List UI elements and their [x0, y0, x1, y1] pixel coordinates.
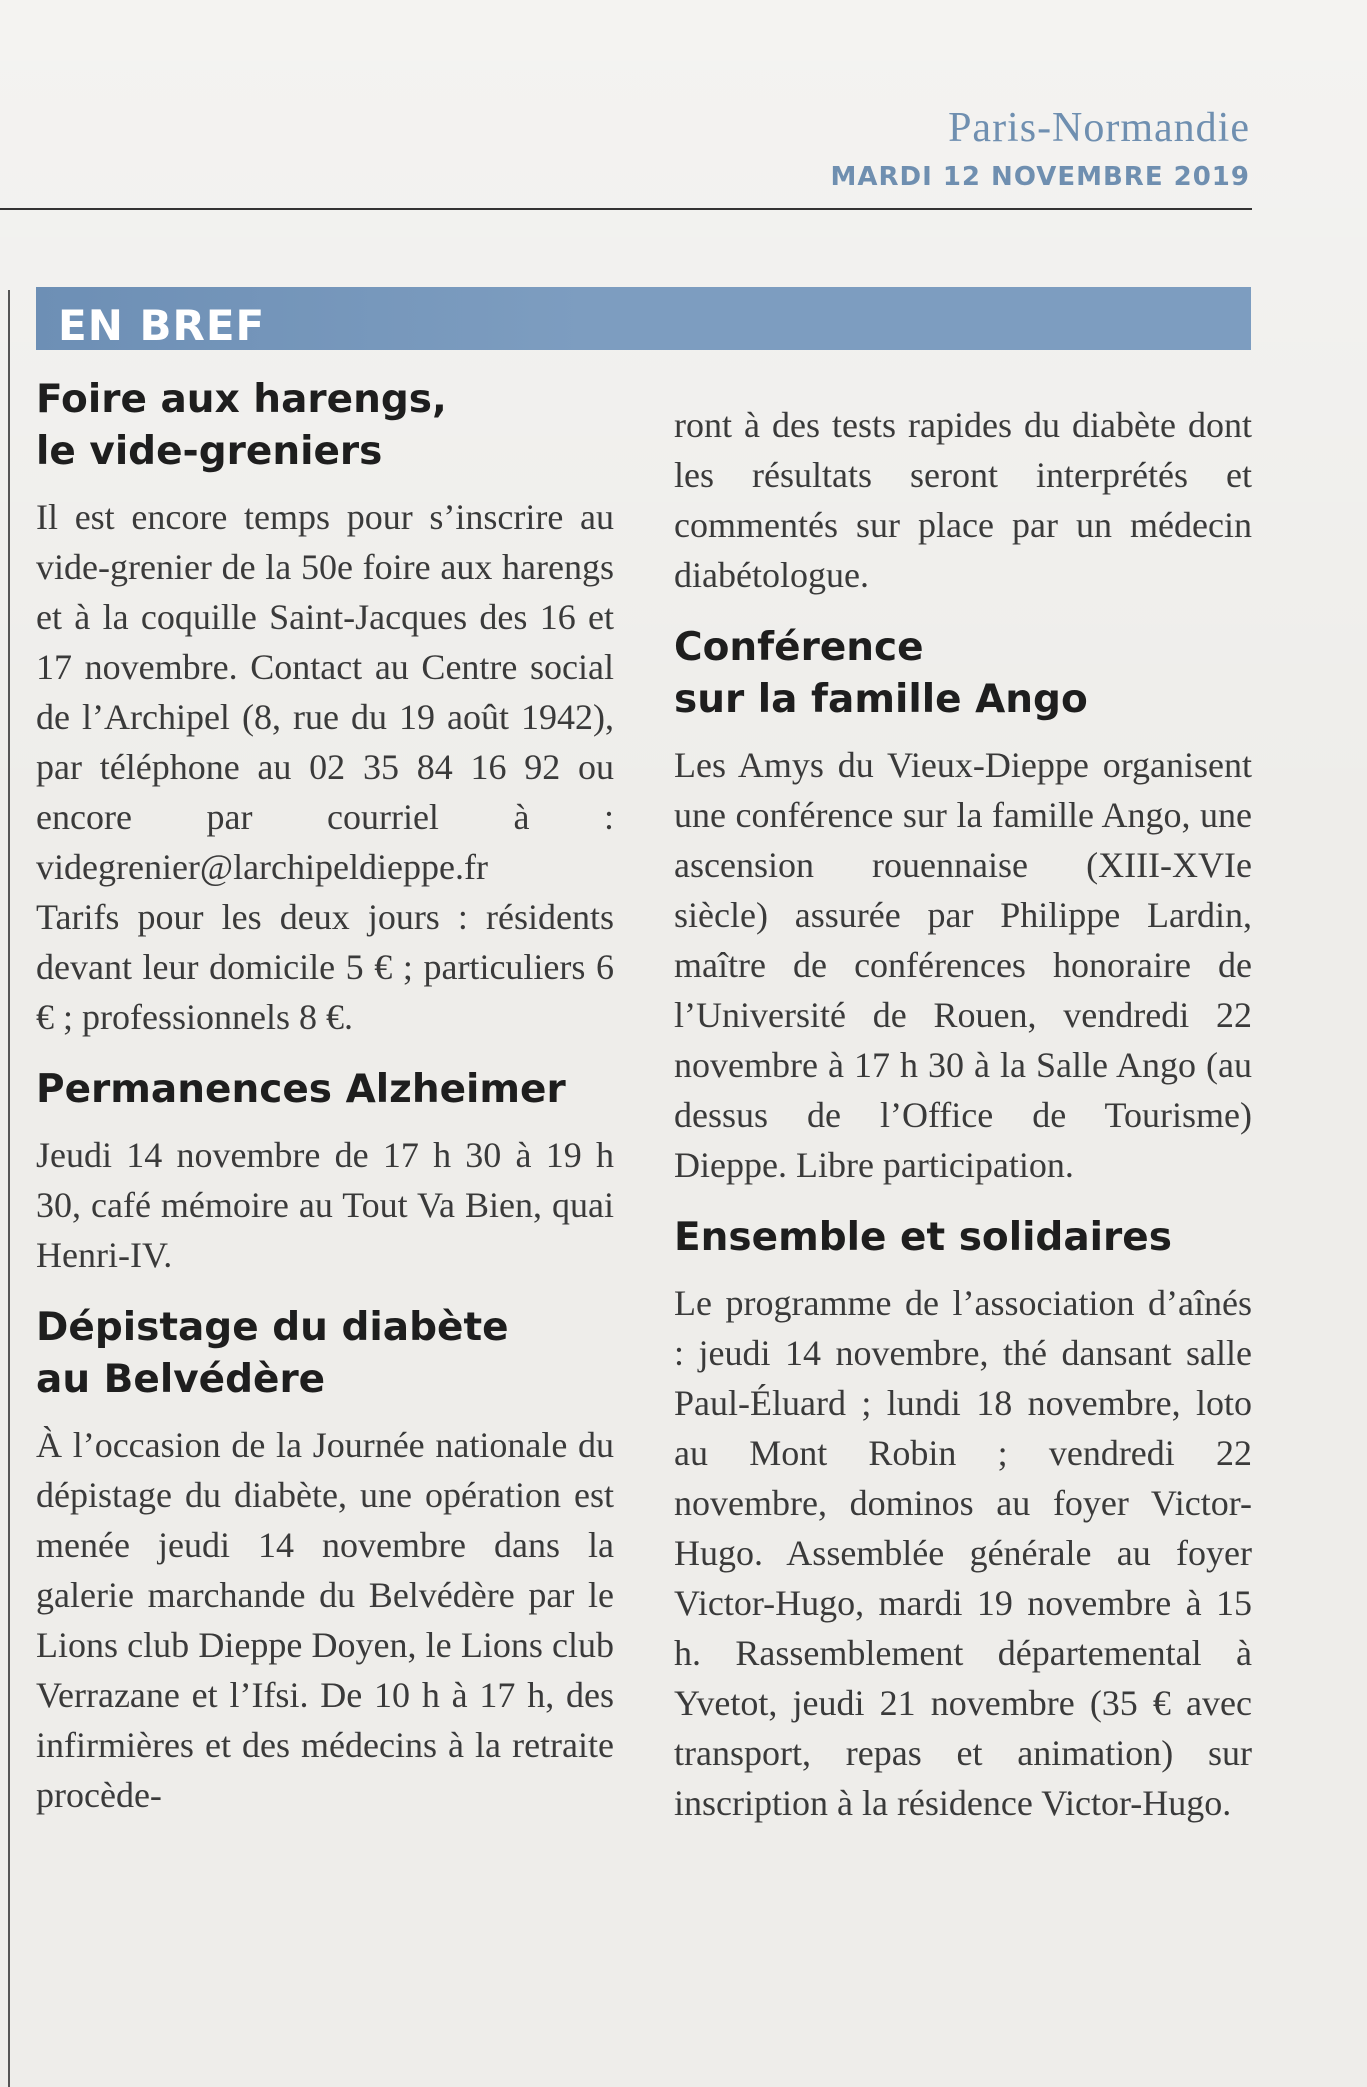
- issue-date: MARDI 12 NOVEMBRE 2019: [830, 162, 1250, 192]
- article-paragraph: Le programme de l’association d’aînés : jeudi 14 novembre, thé dansant salle Paul-Éluard ; lundi 18 novembre, loto au Mont Robin ; vendredi 22 novembre, dominos au foyer Victor-Hugo. Assemblée générale au foyer Victor-Hugo, mardi 19 novembre à 15 h. Rassemblement départemental à Yvetot, jeudi 21 novembre (35 € avec transport, repas et animation) sur inscription à la résidence Victor-Hugo.: [674, 1283, 1252, 1823]
- article-paragraph: Les Amys du Vieux-Dieppe organisent une conférence sur la famille Ango, une ascension rouennaise (XIII-XVIe siècle) assurée par Philippe Lardin, maître de conférences honoraire de l’Université de Rouen, vendredi 22 novembre à 17 h 30 à la Salle Ango (au dessus de l’Office de Tourisme) Dieppe. Libre participation.: [674, 745, 1252, 1185]
- article-title: [36, 374, 614, 478]
- article-ango: [674, 622, 1252, 1190]
- article-foire: [36, 374, 614, 1042]
- title-line-1: Foire aux harengs,: [36, 377, 447, 422]
- masthead: [831, 104, 1251, 192]
- title-line-1: Conférence: [674, 625, 924, 670]
- header-rule: [0, 208, 1252, 210]
- article-alzheimer: [36, 1064, 614, 1280]
- article-diabete: [36, 1302, 614, 1820]
- title-line-2: sur la famille Ango: [674, 677, 1088, 722]
- title-line-1: Dépistage du diabète: [36, 1305, 509, 1350]
- article-title: Ensemble et solidaires: [674, 1215, 1172, 1260]
- article-paragraph: ront à des tests rapides du diabète dont les résultats seront interprétés et commentés sur place par un médecin diabétologue.: [674, 405, 1252, 595]
- article-paragraph: Jeudi 14 novembre de 17 h 30 à 19 h 30, café mémoire au Tout Va Bien, quai Henri-IV.: [36, 1135, 614, 1275]
- article-paragraph: À l’occasion de la Journée nationale du dépistage du diabète, une opération est menée jeudi 14 novembre dans la galerie marchande du Belvédère par le Lions club Dieppe Doyen, le Lions club Verrazane et l’Ifsi. De 10 h à 17 h, des infirmières et des médecins à la retraite procède-: [36, 1425, 614, 1815]
- article-diabete-continued: [674, 400, 1252, 600]
- article-paragraph: Il est encore temps pour s’inscrire au vide-grenier de la 50e foire aux harengs et à la coquille Saint-Jacques des 16 et 17 novembre. Contact au Centre social de l’Archipel (8, rue du 19 août 1942), par téléphone au 02 35 84 16 92 ou encore par courriel à : videgrenier@larchipeldieppe.fr: [36, 497, 614, 887]
- article-title: [674, 622, 1252, 726]
- column-rule: [8, 290, 10, 2087]
- right-column: [674, 400, 1252, 1828]
- title-line-2: le vide-greniers: [36, 429, 383, 474]
- article-solidaires: [674, 1212, 1252, 1828]
- left-column: [36, 374, 614, 1820]
- newspaper-name: Paris-Normandie: [948, 105, 1250, 151]
- section-banner: [36, 287, 1251, 350]
- article-title: Permanences Alzheimer: [36, 1067, 566, 1112]
- section-label: EN BREF: [58, 301, 266, 350]
- title-line-2: au Belvédère: [36, 1357, 326, 1402]
- article-paragraph: Tarifs pour les deux jours : résidents devant leur domicile 5 € ; particuliers 6 € ; professionnels 8 €.: [36, 897, 614, 1037]
- article-title: [36, 1302, 614, 1406]
